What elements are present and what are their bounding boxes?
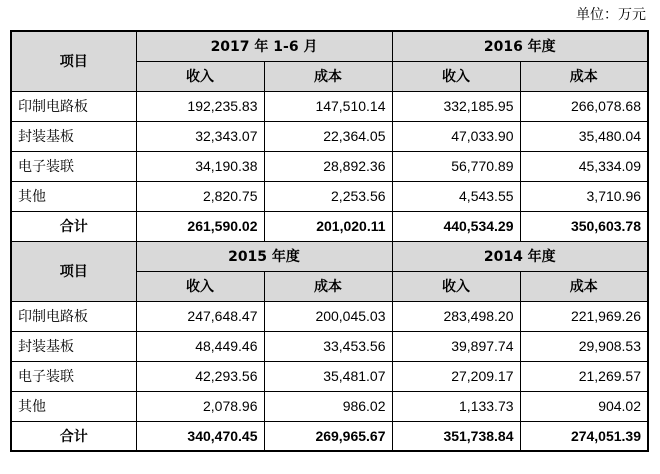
row-label: 其他 xyxy=(11,181,136,211)
cost-header: 成本 xyxy=(264,271,392,301)
total-row xyxy=(11,211,648,241)
value-cell: 22,364.05 xyxy=(264,121,392,151)
period-header: 2017 年 1-6 月 xyxy=(136,31,392,61)
header-row-periods xyxy=(11,31,648,61)
row-label: 电子装联 xyxy=(11,151,136,181)
value-cell: 35,480.04 xyxy=(520,121,648,151)
income-header: 收入 xyxy=(136,61,264,91)
total-value-cell: 350,603.78 xyxy=(520,211,648,241)
period-header: 2016 年度 xyxy=(392,31,648,61)
value-cell: 200,045.03 xyxy=(264,301,392,331)
value-cell: 45,334.09 xyxy=(520,151,648,181)
value-cell: 29,908.53 xyxy=(520,331,648,361)
value-cell: 4,543.55 xyxy=(392,181,520,211)
cost-header: 成本 xyxy=(264,61,392,91)
total-value-cell: 261,590.02 xyxy=(136,211,264,241)
value-cell: 34,190.38 xyxy=(136,151,264,181)
header-row-periods xyxy=(11,241,648,271)
value-cell: 3,710.96 xyxy=(520,181,648,211)
revenue-cost-table xyxy=(10,30,649,452)
value-cell: 332,185.95 xyxy=(392,91,520,121)
value-cell: 2,820.75 xyxy=(136,181,264,211)
income-header: 收入 xyxy=(392,271,520,301)
income-header: 收入 xyxy=(392,61,520,91)
row-label: 其他 xyxy=(11,391,136,421)
table-row xyxy=(11,91,648,121)
table-row xyxy=(11,391,648,421)
value-cell: 33,453.56 xyxy=(264,331,392,361)
table-row xyxy=(11,361,648,391)
row-label: 封装基板 xyxy=(11,331,136,361)
total-value-cell: 340,470.45 xyxy=(136,421,264,451)
value-cell: 27,209.17 xyxy=(392,361,520,391)
value-cell: 39,897.74 xyxy=(392,331,520,361)
unit-label: 单位：万元 xyxy=(576,7,646,23)
total-label: 合计 xyxy=(11,421,136,451)
item-header: 项目 xyxy=(11,31,136,91)
value-cell: 221,969.26 xyxy=(520,301,648,331)
value-cell: 986.02 xyxy=(264,391,392,421)
row-label: 封装基板 xyxy=(11,121,136,151)
row-label: 印制电路板 xyxy=(11,91,136,121)
value-cell: 56,770.89 xyxy=(392,151,520,181)
value-cell: 28,892.36 xyxy=(264,151,392,181)
value-cell: 2,253.56 xyxy=(264,181,392,211)
total-value-cell: 269,965.67 xyxy=(264,421,392,451)
row-label: 印制电路板 xyxy=(11,301,136,331)
value-cell: 47,033.90 xyxy=(392,121,520,151)
value-cell: 35,481.07 xyxy=(264,361,392,391)
cost-header: 成本 xyxy=(520,61,648,91)
row-label: 电子装联 xyxy=(11,361,136,391)
table-body xyxy=(11,31,648,451)
cost-header: 成本 xyxy=(520,271,648,301)
income-header: 收入 xyxy=(136,271,264,301)
value-cell: 32,343.07 xyxy=(136,121,264,151)
item-header: 项目 xyxy=(11,241,136,301)
period-header: 2014 年度 xyxy=(392,241,648,271)
total-value-cell: 274,051.39 xyxy=(520,421,648,451)
total-row xyxy=(11,421,648,451)
total-value-cell: 440,534.29 xyxy=(392,211,520,241)
value-cell: 283,498.20 xyxy=(392,301,520,331)
value-cell: 1,133.73 xyxy=(392,391,520,421)
table-row xyxy=(11,121,648,151)
value-cell: 42,293.56 xyxy=(136,361,264,391)
value-cell: 247,648.47 xyxy=(136,301,264,331)
value-cell: 147,510.14 xyxy=(264,91,392,121)
value-cell: 2,078.96 xyxy=(136,391,264,421)
table-row xyxy=(11,301,648,331)
value-cell: 266,078.68 xyxy=(520,91,648,121)
table-row xyxy=(11,151,648,181)
value-cell: 48,449.46 xyxy=(136,331,264,361)
table-row xyxy=(11,181,648,211)
value-cell: 192,235.83 xyxy=(136,91,264,121)
value-cell: 21,269.57 xyxy=(520,361,648,391)
table-row xyxy=(11,331,648,361)
total-value-cell: 201,020.11 xyxy=(264,211,392,241)
period-header: 2015 年度 xyxy=(136,241,392,271)
total-label: 合计 xyxy=(11,211,136,241)
total-value-cell: 351,738.84 xyxy=(392,421,520,451)
value-cell: 904.02 xyxy=(520,391,648,421)
